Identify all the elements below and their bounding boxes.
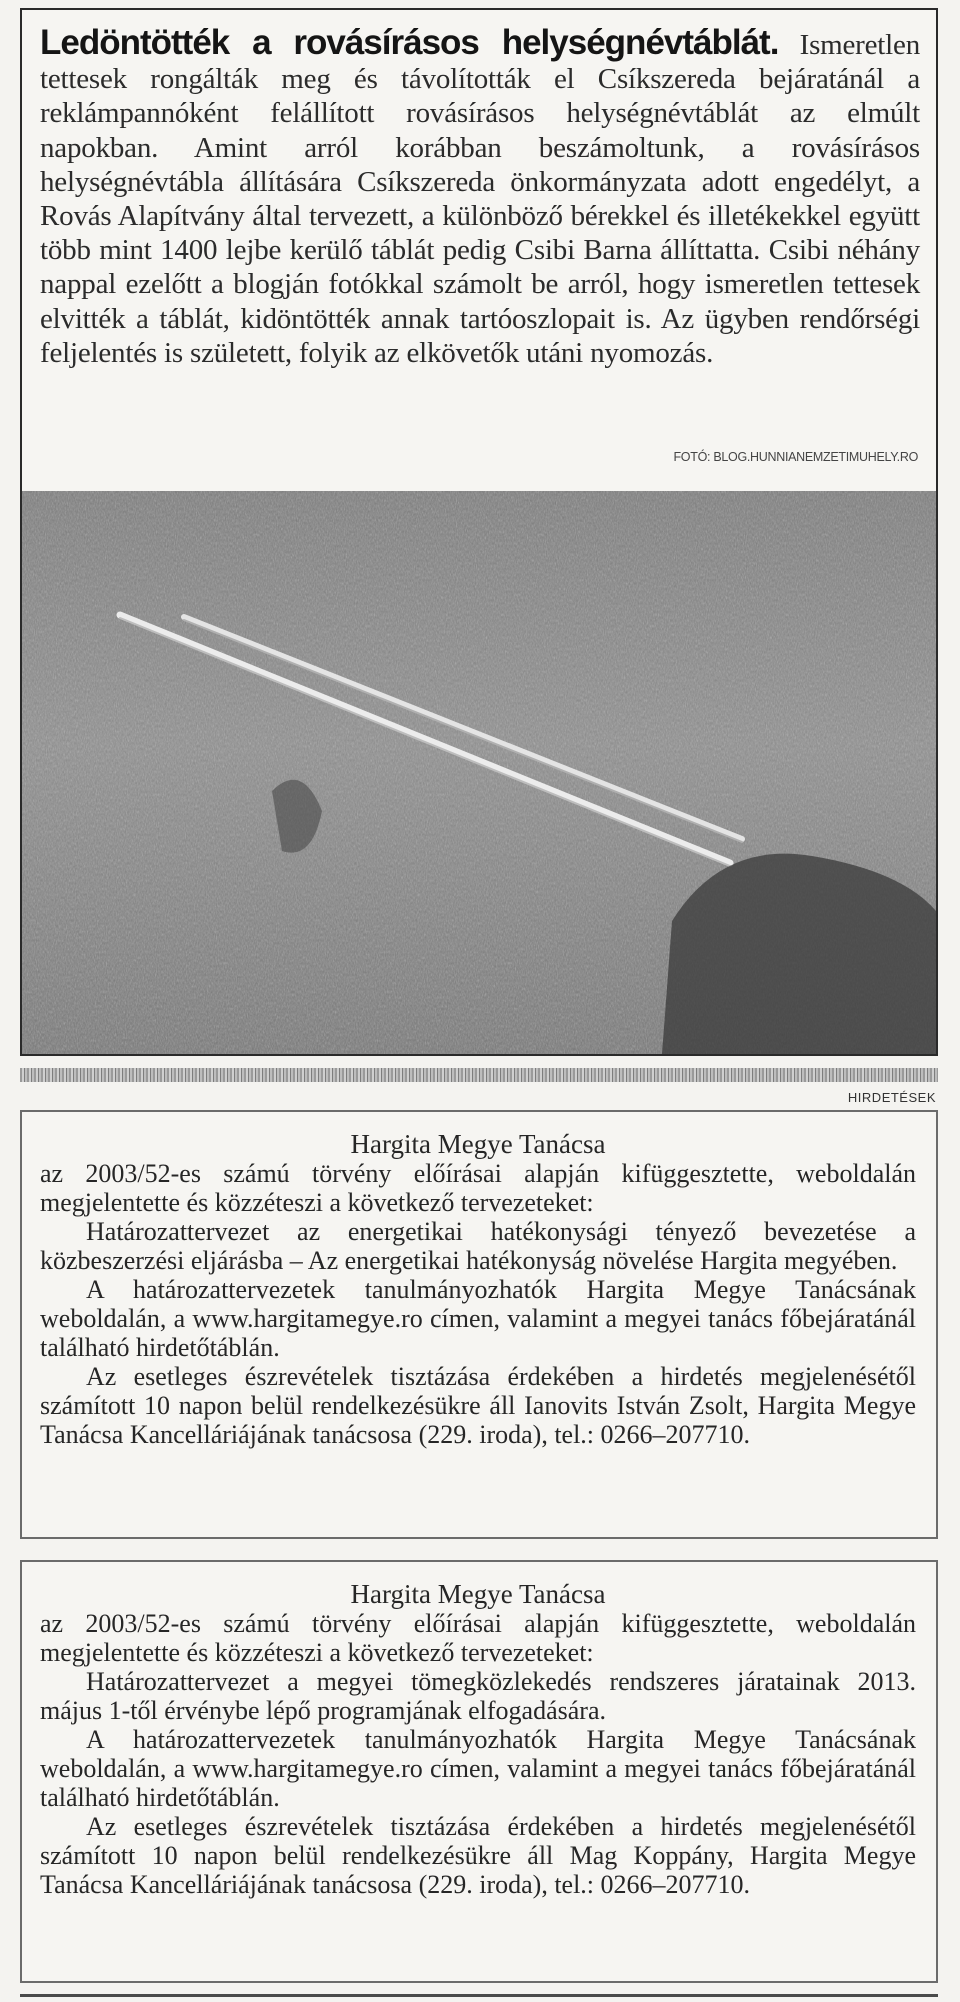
notice-box [20,1560,938,1983]
notice-paragraph: A határozattervezetek tanulmányozhatók Hargita Megye Tanácsának weboldalán, a www.hargitamegye.ro címen, valamint a megyei tanács főbejáratánál található hirdetőtáblán. [40,1275,916,1362]
notice-paragraph: A határozattervezetek tanulmányozhatók Hargita Megye Tanácsának weboldalán, a www.hargitamegye.ro címen, valamint a megyei tanács főbejáratánál található hirdetőtáblán. [40,1725,916,1812]
article-photo [22,491,936,1054]
notice-paragraph: Az esetleges észrevételek tisztázása érdekében a hirdetés megjelenésétől számított 10 napon belül rendelkezésükre áll Ianovits István Zsolt, Hargita Megye Tanácsa Kancelláriájának tanácsosa (229. iroda), tel.: 0266–207710. [40,1362,916,1449]
notice-box [20,1110,938,1539]
section-divider [20,1068,938,1082]
article-headline: Ledöntötték a rovásírásos helységnévtáblát. [40,23,779,62]
notice-title: Hargita Megye Tanácsa [350,1129,606,1159]
photo-credit: FOTÓ: BLOG.HUNNIANEMZETIMUHELY.RO [673,450,918,464]
notice-paragraph: Határozattervezet a megyei tömegközlekedés rendszeres járatainak 2013. május 1-től érvénybe lépő programjának elfogadására. [40,1667,916,1725]
notice-paragraph: az 2003/52-es számú törvény előírásai alapján kifüggesztette, weboldalán megjelentette és közzéteszi a következő tervezeteket: [40,1609,916,1667]
notice-paragraph: Az esetleges észrevételek tisztázása érdekében a hirdetés megjelenésétől számított 10 napon belül rendelkezésükre áll Mag Koppány, Hargita Megye Tanácsa Kancelláriájának tanácsosa (229. iroda), tel.: 0266–207710. [40,1812,916,1899]
bottom-divider [20,1994,938,1997]
ads-section-label: HIRDETÉSEK [847,1090,936,1105]
news-article [20,8,938,1056]
notice-paragraph: Határozattervezet az energetikai hatékonysági tényező bevezetése a közbeszerzési eljárásba – Az energetikai hatékonyság növelése Hargita megyében. [40,1217,916,1275]
notice-paragraph: az 2003/52-es számú törvény előírásai alapján kifüggesztette, weboldalán megjelentette és közzéteszi a következő tervezeteket: [40,1159,916,1217]
article-text [40,23,920,370]
article-body: Ismeretlen tettesek rongálták meg és távolították el Csíkszereda bejáratánál a reklámpannóként felállított rovásírásos helységnévtáblát az elmúlt napokban. Amint arról korábban beszámoltunk, a rovásírásos helységnévtábla állítására Csíkszereda önkormányzata adott engedélyt, a Rovás Alapítvány által tervezett, a különböző bérekkel és illetékekkel együtt több mint 1400 lejbe kerülő táblát pedig Csibi Barna állíttatta. Csibi néhány nappal ezelőtt a blogján fotókkal számolt be arról, hogy ismeretlen tettesek elvitték a táblát, kidöntötték annak tartóoszlopait is. Az ügyben rendőrségi feljelentés is született, folyik az elkövetők utáni nyomozás. [40,29,920,369]
notice-title: Hargita Megye Tanácsa [350,1579,606,1609]
